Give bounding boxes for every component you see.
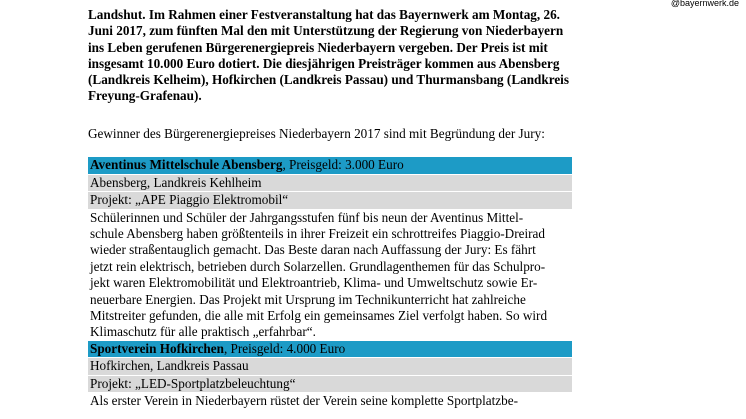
winner-prize: , Preisgeld: 3.000 Euro [282, 157, 404, 172]
winner-location: Abensberg, Landkreis Kehlheim [88, 175, 572, 192]
winner-project: Projekt: „LED-Sportplatzbeleuchtung“ [88, 376, 572, 393]
source-watermark: @bayernwerk.de [670, 0, 739, 8]
winner-project: Projekt: „APE Piaggio Elektromobil“ [88, 192, 572, 209]
winner-description: Schülerinnen und Schüler der Jahrgangsstufen fünf bis neun der Aventinus Mittel- schule Abensberg haben größtenteils in ihrer Freizeit ein schrottreifes Piaggio-Dreirad wieder straßentauglich gemacht. Das Beste daran nach Auffassung der Jury: Es fährt jetzt rein elektrisch, betrieben durch Solarzellen. Grundlagenthemen für das Schulpro- jekt waren Elektromobilität und Elektroantrieb, Klima- und Umweltschutz sowie Er- neuerbare Energien. Das Projekt mit Ursprung im Technikunterricht hat zahlreiche Mitstreiter gefunden, die alle mit Erfolg ein gemeinsames Ziel verfolgt haben. So wird Klimaschutz für alle praktisch „erfahrbar“. [90, 209, 548, 340]
winner-location: Hofkirchen, Landkreis Passau [88, 358, 572, 375]
lead-paragraph: Landshut. Im Rahmen einer Festveranstaltung hat das Bayernwerk am Montag, 26. Juni 2017, zum fünften Mal den mit Unterstützung der Regierung von Niederbayern ins Leben gerufenen Bürgerenergiepreis Niederbayern vergeben. Der Preis ist mit insgesamt 10.000 Euro dotiert. Die diesjährigen Preisträger kommen aus Abensberg (Landkreis Kelheim), Hofkirchen (Landkreis Passau) und Thurmansbang (Landkreis Freyung-Grafenau). [88, 7, 569, 104]
winner-header-bar [88, 341, 572, 358]
winner-header-bar [88, 157, 572, 174]
winner-name: Aventinus Mittelschule Abensberg [90, 157, 283, 172]
winners-list [88, 157, 572, 410]
winner-description: Als erster Verein in Niederbayern rüstet der Verein seine komplette Sportplatzbe- [90, 393, 518, 409]
winner-entry [88, 341, 572, 410]
winner-prize: , Preisgeld: 4.000 Euro [223, 340, 346, 356]
intro-sentence: Gewinner des Bürgerenergiepreises Niederbayern 2017 sind mit Begründung der Jury: [88, 126, 545, 141]
winner-name: Sportverein Hofkirchen [90, 340, 224, 356]
winner-entry [88, 157, 572, 341]
